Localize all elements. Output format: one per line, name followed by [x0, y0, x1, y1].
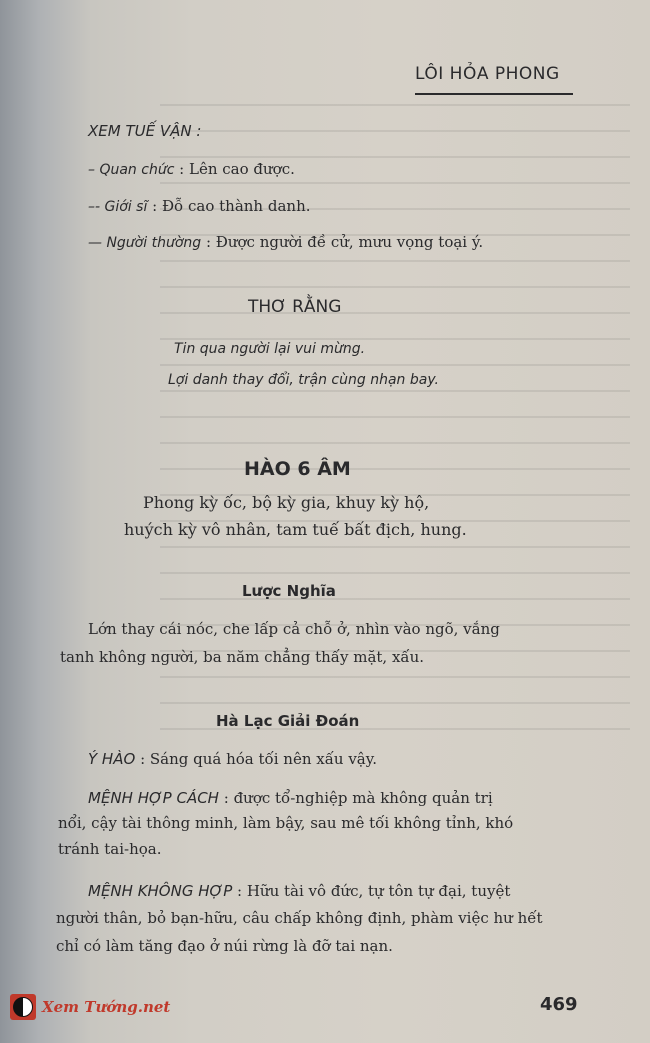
menh-khong-hop-text: : Hữu tài vô đức, tự tôn tự đại, tuyệt [237, 882, 511, 900]
menh-hop-line-3: tránh tai-họa. [58, 840, 162, 858]
hao-verse-line-1: Phong kỳ ốc, bộ kỳ gia, khuy kỳ hộ, [143, 493, 430, 512]
luoc-nghia-line-1: Lớn thay cái nóc, che lấp cả chỗ ở, nhìn vào ngõ, vắng [88, 620, 500, 638]
y-hao-text: : Sáng quá hóa tối nên xấu vậy. [140, 750, 377, 768]
menh-hop-line-2: nổi, cậy tài thông minh, làm bậy, sau mê tối không tỉnh, khó [58, 814, 514, 832]
tue-van-text: : Đỗ cao thành danh. [152, 197, 311, 215]
poem-title: THƠ RẰNG [248, 297, 342, 317]
tue-van-line-3 [88, 233, 483, 251]
tue-van-line-1 [88, 160, 295, 178]
tue-van-label: – Quan chức [88, 162, 175, 178]
menh-hop-label: MỆNH HỢP CÁCH [88, 789, 219, 807]
luoc-nghia-line-2: tanh không người, ba năm chẳng thấy mặt, xấu. [60, 648, 425, 666]
menh-hop-line-1 [88, 789, 493, 807]
tue-van-text: : Được người đề cử, mưu vọng toại ý. [205, 233, 484, 251]
tue-van-label: –- Giới sĩ [88, 199, 148, 215]
subsection-title-ha-lac: Hà Lạc Giải Đoán [216, 712, 360, 730]
menh-khong-hop-line-1 [88, 882, 510, 900]
running-header: LÔI HỎA PHONG [415, 64, 560, 84]
watermark-logo [10, 992, 170, 1022]
y-hao-label: Ý HÀO [88, 750, 136, 768]
menh-khong-hop-label: MỆNH KHÔNG HỢP [88, 882, 233, 900]
menh-hop-text: : được tổ-nghiệp mà không quản trị [223, 789, 493, 807]
tue-van-text: : Lên cao được. [179, 160, 295, 178]
menh-khong-hop-line-3: chỉ có làm tăng đạo ở núi rừng là đỡ tai nạn. [56, 937, 393, 955]
yin-yang-icon [10, 994, 36, 1020]
section-title-xem-tue-van: XEM TUẾ VẬN : [88, 122, 202, 140]
tue-van-line-2 [88, 197, 311, 215]
hao-title: HÀO 6 ÂM [244, 458, 351, 480]
page-number: 469 [540, 994, 578, 1015]
poem-line-1: Tin qua người lại vui mừng. [174, 341, 366, 357]
y-hao-line [88, 750, 377, 768]
poem-line-2: Lợi danh thay đổi, trận cùng nhạn bay. [168, 372, 439, 388]
subsection-title-luoc-nghia: Lược Nghĩa [242, 582, 336, 600]
menh-khong-hop-line-2: người thân, bỏ bạn-hữu, câu chấp không định, phàm việc hư hết [56, 909, 543, 927]
logo-text: Xem Tướng.net [42, 998, 171, 1016]
tue-van-label: — Người thường [88, 235, 202, 251]
header-rule [415, 93, 573, 95]
hao-verse-line-2: huých kỳ vô nhân, tam tuế bất địch, hung. [124, 520, 467, 539]
